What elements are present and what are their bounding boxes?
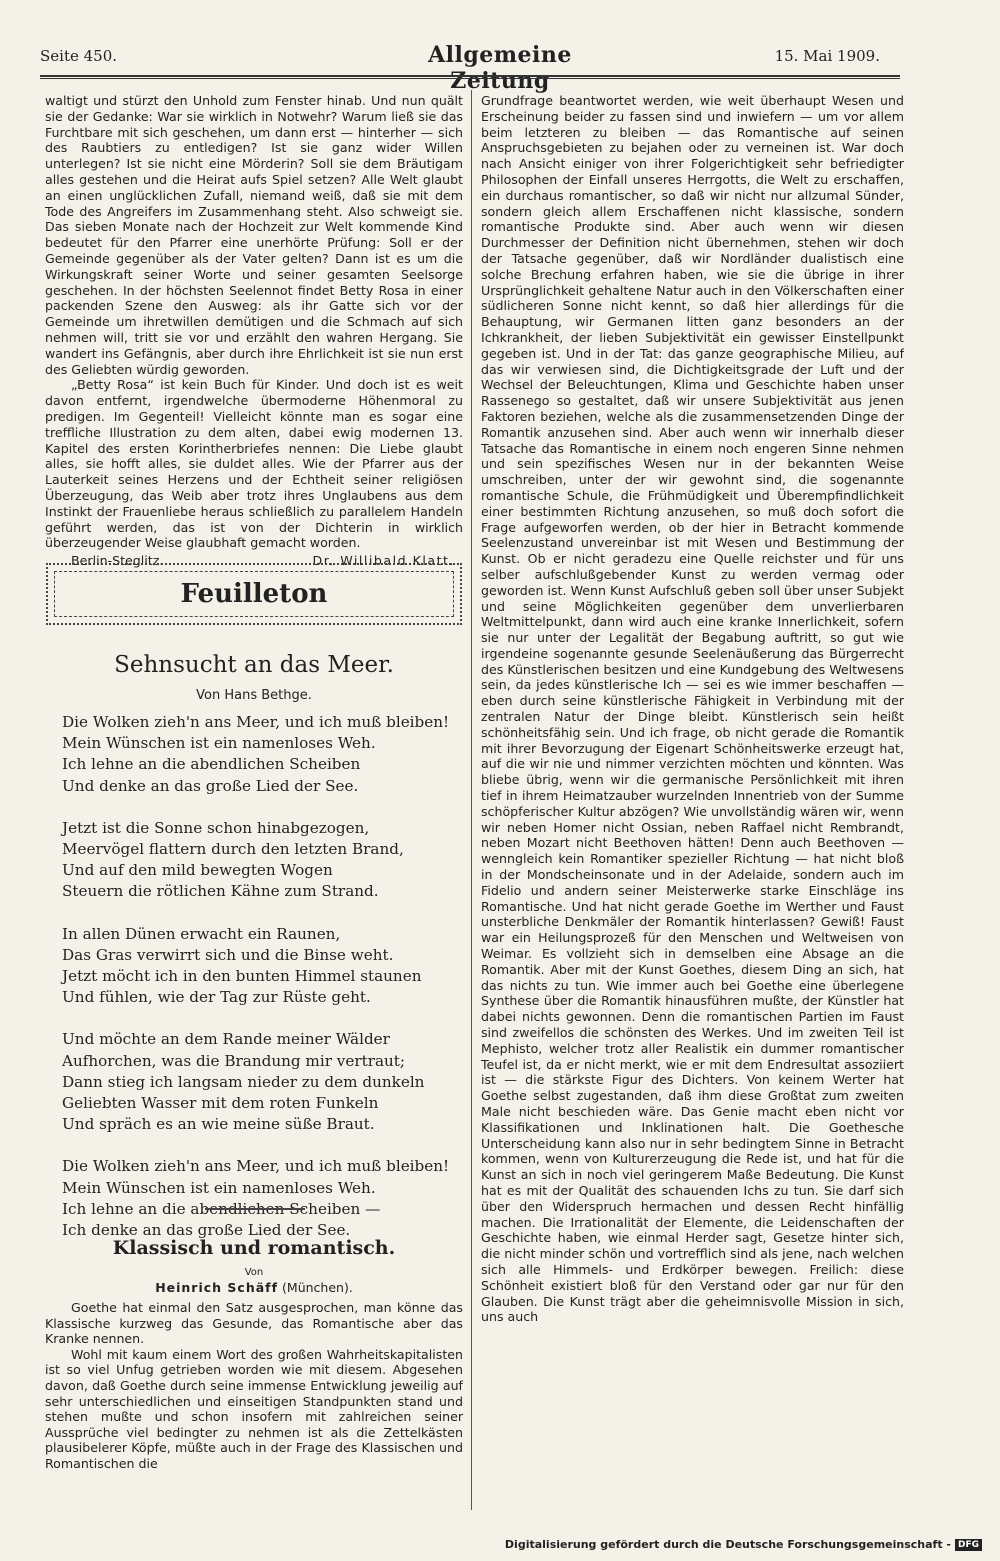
poem-line: Geliebten Wasser mit dem roten Funkeln (62, 1094, 379, 1113)
footer-text: Digitalisierung gefördert durch die Deutsche Forschungsgemeinschaft - (504, 1538, 951, 1551)
essay-von: Von (244, 1267, 264, 1278)
poem-stanza (62, 1029, 462, 1135)
poem-line: In allen Dünen erwacht ein Raunen, (62, 924, 341, 943)
poem-line: Ich lehne an die abendlichen Scheiben (62, 755, 361, 774)
review-paragraph: „Betty Rosa“ ist kein Buch für Kinder. Und doch ist es weit davon entfernt, irgendwelche übermoderne Höhenmoral zu predigen. Im Gegenteil! Vielleicht könnte man es sogar eine treffliche Illustration zu dem alten, dabei ewig modernen 13. Kapitel des ersten Korintherbriefes nennen: Die Liebe glaubt alles, sie hofft alles, sie duldet alles. Wie der Pfarrer aus der Lauterkeit seines Herzens und der Echtheit seiner religiösen Überzeugung, das Weib aber trotz ihres Unglaubens aus dem Instinkt der Frauenliebe heraus schließlich zu parallelem Handeln geführt werden, das ist von der Dichterin in wirklich überzeugender Weise glaubhaft gemacht worden. (45, 377, 463, 551)
essay-author-name: Heinrich Schäff (155, 1280, 279, 1295)
poem-line: Jetzt möcht ich in den bunten Himmel staunen (62, 967, 422, 986)
poem-line: Und auf den mild bewegten Wogen (62, 861, 333, 880)
poem-stanza (62, 712, 462, 797)
poem-stanza (62, 924, 462, 1009)
poem-line: Und fühlen, wie der Tag zur Rüste geht. (62, 988, 371, 1007)
poem-line: Ich lehne an die abendlichen Scheiben — (62, 1199, 381, 1218)
poem-line: Mein Wünschen ist ein namenloses Weh. (62, 1178, 376, 1197)
poem-line: Steuern die rötlichen Kähne zum Strand. (62, 882, 379, 901)
poem-line: Die Wolken zieh'n ans Meer, und ich muß bleiben! (62, 1157, 450, 1176)
review-author: Dr. Willibald Klatt. (312, 553, 455, 569)
section-divider (205, 1208, 305, 1210)
essay-author (46, 1280, 462, 1295)
poem-line: Die Wolken zieh'n ans Meer, und ich muß bleiben! (62, 713, 450, 731)
essay-continuation-text: Grundfrage beantwortet werden, wie weit überhaupt Wesen und Erscheinung beider zu fassen sind und inwiefern — um vor allem beim letzteren zu bleiben — das Romantische auf seinen Anspruchsgebieten zu bejahen oder zu verneinen ist. War doch nach Ansicht einiger von ihrer Folgerichtigkeit sehr befriedigter Philosophen der Einfall unseres Herrgotts, die Welt zu erschaffen, ein durchaus romantischer, so daß wir nicht nur allzumal Sünder, sondern gleich allem Erschaffenen nicht klassische, sondern romantische Produkte sind. Aber auch wenn wir diesen Durchmesser der Definition nicht übernehmen, stehen wir doch der Tatsache gegenüber, daß wir Nordländer dualistisch eine solche Brechung erfahren haben, wie sie die übrige in ihrer Ursprünglichkeit gehaltene Natur auch in den Völkerschaften einer südlicheren Sonne nicht kennt, so daß hier allerdings für die Behauptung, wir Germanen litten ganz besonders an der Ichkrankheit, der lieben Subjektivität ein gewisser Einstellpunkt gegeben ist. Und in der Tat: das ganze geographische Milieu, auf das wir verwiesen sind, die Dichtigkeitsgrade der Luft und der Wechsel der Beleuchtungen, Klima und Geschichte haben unser Rassenego so gestaltet, daß wir unsere Subjektivität aus jenen Faktoren beziehen, welche als die zusammensetzenden Dinge der Romantik anzusehen sind. Aber auch wenn wir innerhalb dieser Tatsache das Romantische in einem noch engeren Sinne nehmen und sein spezifisches Wesen nur in der bekannten Weise umschreiben, unter der wir gewohnt sind, die sogenannte romantische Schule, die Frühmüdigkeit und Überempfindlichkeit einer bestimmten Richtung anzusehen, so muß doch sofort die Frage aufgeworfen werden, ob der hier in Betracht kommende Seelenzustand unvereinbar ist mit Wesen und Bestimmung der Kunst. Ob er nicht geradezu eine Quelle reichster und für uns selber aufschlußgebender Kunst zu werden vermag oder geworden ist. Wenn Kunst Aufschluß geben soll über unser Subjekt und seine Möglichkeiten gegenüber dem unverlierbaren Weltmittelpunkt, dann wird auch eine kranke Innerlichkeit, sofern sie nur unter der Legalität der Begabung auftritt, so gut wie irgendeine sogenannte gesunde Seelenäußerung das Bürgerrecht des Künstlerischen besitzen und eine Kundgebung des Weltwesens sein, da jedes künstlerische Ich — sei es wie immer beschaffen — eben durch seine künstlerische Fähigkeit in Verbindung mit der zentralen Natur der Dinge bleibt. Künstlerisch sein heißt schönheitsfähig sein. Und ich frage, ob nicht gerade die Romantik mit ihrer Bevorzugung der Eigenart Schönheitswerke erzeugt hat, auf die wir nie und nimmer verzichten möchten und könnten. Was bliebe übrig, wenn wir die germanische Persönlichkeit mit ihren tief in ihrem Heimatzauber wurzelnden Innentrieb von der Summe schöpferischer Kultur abzögen? Wie unvollständig wären wir, wenn wir neben Homer nicht Ossian, neben Raffael nicht Rembrandt, neben Mozart nicht Beethoven hätten! Denn auch Beethoven — wenngleich kein Romantiker spezieller Richtung — hat nicht bloß in der Mondscheinsonate und in der Adelaide, sondern auch im Fidelio und andern seiner Meisterwerke starke Einschläge ins Romantische. Und hat nicht gerade Goethe im Werther und Faust unsterbliche Denkmäler der Romantik hinterlassen? Gewiß! Faust war ein Heilungsprozeß für den Menschen und Weltweisen von Weimar. Es vollzieht sich in demselben eine Absage an die Romantik. Aber mit der Kunst Goethes, diesem Ding an sich, hat das nichts zu tun. Wie immer auch bei Goethe eine überlegene Synthese über die Romantik hinausführen mußte, der Künstler hat dabei nichts gewonnen. Denn die romantischen Partien im Faust sind zweifellos die schönsten des Werkes. Und im zweiten Teil ist Mephisto, welcher trotz aller Realistik ein dummer romantischer Teufel ist, da er nicht merkt, wie er mit dem Endresultat assoziiert ist — die stärkste Figur des Dichters. Von keinem Werter hat Goethe selbst zugestanden, daß ihm diese Großtat zum zweiten Male nicht beschieden wäre. Das Genie macht eben nicht vor Klassifikationen und Inklinationen halt. Die Goethesche Unterscheidung kann also nur in sehr bedingtem Sinne in Betracht kommen, wenn von Kulturerzeugung die Rede ist, und hat für die Kunst an sich in noch viel geringerem Maße Bedeutung. Die Kunst hat es mit der Qualität des schauenden Ichs zu tun. Sie darf sich über den Widerspruch hermachen und dessen Recht hinfällig machen. Die Irrationalität der Elemente, die Leidenschaften der Geschichte haben, wie einmal Herder sagt, Gesetze hinter sich, die nicht minder schön und vortrefflich sind als jene, nach welchen sich alle Himmels- und Erdkörper bewegen. Freilich: diese Schönheit existiert bloß für den Verstand oder gar nur für den Glauben. Die Kunst trägt aber die geheimnisvolle Mission in sich, uns auch (481, 93, 904, 1325)
poem-line: Dann stieg ich langsam nieder zu dem dunkeln (62, 1072, 425, 1091)
feuilleton-banner (46, 563, 462, 625)
essay-continuation (481, 93, 904, 1513)
poem-line: Und denke an das große Lied der See. (62, 776, 359, 795)
footer-credit (505, 1538, 982, 1551)
review-paragraph: waltigt und stürzt den Unhold zum Fenster hinab. Und nun quält sie der Gedanke: War sie wirklich in Notwehr? Warum ließ sie das Furchtbare mit sich geschehen, um dann erst — hinterher — sich des Raubtiers zu entledigen? Ist sie ganz wider Willen unterlegen? Ist sie nicht eine Mörderin? Soll sie dem Bräutigam alles gestehen und die Heirat aufs Spiel setzen? Alle Welt glaubt an einen unglücklichen Zufall, niemand weiß, daß sie mit dem Tode des Angreifers im Zusammenhang steht. Also schweigt sie. Das sieben Monate nach der Hochzeit zur Welt kommende Kind bedeutet für den Pfarrer eine unerhörte Prüfung: Soll er der Gemeinde gegenüber als der Vater gelten? Dann ist es um die Wirkungskraft seiner Worte und seiner gesamten Seelsorge geschehen. In der höchsten Seelennot findet Betty Rosa in einer packenden Szene den Ausweg: als ihr Gatte sich vor der Gemeinde um ihretwillen demütigen und die Schmach auf sich nehmen will, tritt sie vor und erzählt den wahren Hergang. Sie wandert ins Gefängnis, aber durch ihre Ehrlichkeit ist sie nun erst des Geliebten würdig geworden. (45, 93, 463, 377)
poem (62, 712, 462, 1262)
poem-line: Meervögel flattern durch den letzten Brand, (62, 840, 404, 859)
review-place: Berlin-Steglitz. (71, 553, 164, 569)
poem-line: Ich denke an das große Lied der See. (62, 1221, 351, 1240)
poem-author: Von Hans Bethge. (196, 688, 312, 703)
page-number: Seite 450. (40, 47, 118, 65)
dfg-logo: DFG (955, 1539, 982, 1551)
feuilleton-heading: Feuilleton (180, 579, 328, 609)
issue-date: 15. Mai 1909. (774, 47, 880, 65)
newspaper-title: Allgemeine Zeitung (428, 42, 572, 94)
column-divider (471, 90, 472, 1510)
feuilleton-banner-inner (54, 571, 454, 617)
poem-stanza (62, 818, 462, 903)
essay-author-place: (München). (282, 1280, 353, 1295)
essay-title: Klassisch und romantisch. (112, 1237, 396, 1259)
poem-line: Das Gras verwirrt sich und die Binse weht. (62, 945, 394, 964)
poem-stanza (62, 1156, 462, 1241)
essay-paragraph: Wohl mit kaum einem Wort des großen Wahrheitskapitalisten ist so viel Unfug getrieben worden wie mit diesem. Abgesehen davon, daß Goethe durch seine immense Entwicklung jeweilig auf sehr unterschiedlichen und einseitigen Standpunkten stand und stehen mußte und schon insofern mit zahlreichen seiner Aussprüche viel bedingter zu nehmen ist als die Zettelkästen plausibelerer Köpfe, müßte auch in der Frage des Klassischen und Romantischen die (45, 1346, 463, 1471)
header-rule (40, 75, 900, 79)
poem-line: Mein Wünschen ist ein namenloses Weh. (62, 734, 376, 753)
poem-line: Und spräch es an wie meine süße Braut. (62, 1115, 375, 1134)
essay-paragraph: Goethe hat einmal den Satz ausgesprochen, man könne das Klassische kurzweg das Gesunde, das Romantische aber das Kranke nennen. (45, 1300, 463, 1347)
poem-line: Und möchte an dem Rande meiner Wälder (62, 1030, 390, 1049)
poem-line: Aufhorchen, was die Brandung mir vertraut; (62, 1051, 406, 1070)
review-section (45, 93, 463, 569)
essay-body (45, 1300, 463, 1472)
poem-line: Jetzt ist die Sonne schon hinabgezogen, (62, 818, 370, 837)
poem-title: Sehnsucht an das Meer. (114, 652, 394, 678)
